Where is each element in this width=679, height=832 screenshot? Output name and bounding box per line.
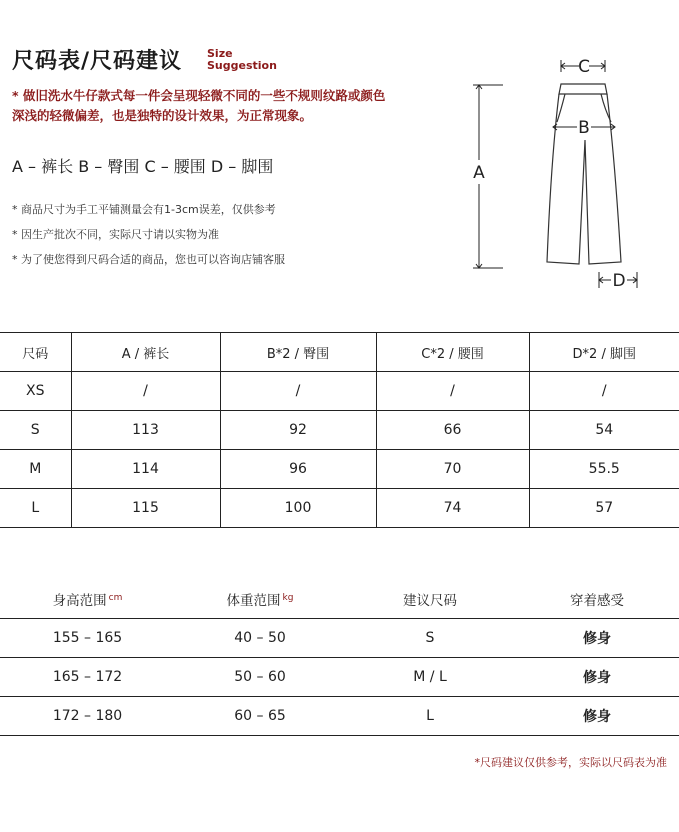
height-unit: cm: [108, 592, 123, 603]
note-2: * 因生产批次不同，实际尺寸请以实物为准: [12, 228, 219, 241]
cell: XS: [0, 372, 71, 411]
notice-line2: 深浅的轻微偏差，也是独特的设计效果，为正常现象。: [12, 108, 313, 123]
table-row: [0, 411, 679, 450]
measurement-legend: A – 裤长 B – 臀围 C – 腰围 D – 脚围: [12, 157, 274, 176]
cell: S: [0, 411, 71, 450]
cell: 60 – 65: [175, 697, 345, 736]
cell: 54: [529, 411, 679, 450]
header-cell: A / 裤长: [71, 333, 220, 372]
notice-line1: * 做旧洗水牛仔款式每一件会呈现轻微不同的一些不规则纹路或颜色: [12, 88, 386, 103]
label-d: D: [612, 271, 626, 291]
cell: /: [220, 372, 376, 411]
table-row: [0, 619, 679, 658]
table-row: [0, 372, 679, 411]
footer-note: *尺码建议仅供参考，实际以尺码表为准: [474, 756, 667, 769]
label-a: A: [473, 163, 485, 183]
pants-outline: [547, 84, 621, 264]
weight-unit: kg: [282, 592, 294, 603]
suggestion-header-row: [0, 580, 679, 619]
note-3: * 为了使您得到尺码合适的商品，您也可以咨询店铺客服: [12, 253, 285, 266]
header-height-label: 身高范围: [52, 593, 107, 609]
page-title: 尺码表/尺码建议: [12, 49, 183, 74]
table-row: [0, 697, 679, 736]
header-cell: C*2 / 腰围: [376, 333, 529, 372]
table-row: [0, 658, 679, 697]
cell: 114: [71, 450, 220, 489]
cell: 70: [376, 450, 529, 489]
cell: 40 – 50: [175, 619, 345, 658]
cell: /: [376, 372, 529, 411]
cell: 113: [71, 411, 220, 450]
subtitle-line1: Size: [207, 47, 233, 60]
size-table: [0, 332, 679, 528]
cell: 修身: [515, 658, 679, 697]
header-cell: B*2 / 臀围: [220, 333, 376, 372]
cell: 100: [220, 489, 376, 528]
suggestion-table: [0, 580, 679, 736]
header-cell: 尺码: [0, 333, 71, 372]
page-subtitle: [207, 48, 277, 72]
cell: L: [0, 489, 71, 528]
cell: M: [0, 450, 71, 489]
cell: S: [345, 619, 515, 658]
cell: 96: [220, 450, 376, 489]
header-cell-weight: [175, 580, 345, 619]
pants-diagram: [465, 50, 675, 295]
cell: 57: [529, 489, 679, 528]
header-cell: D*2 / 脚围: [529, 333, 679, 372]
cell: 66: [376, 411, 529, 450]
note-1: * 商品尺寸为手工平铺测量会有1-3cm误差，仅供参考: [12, 203, 276, 216]
cell: 74: [376, 489, 529, 528]
table-row: [0, 489, 679, 528]
cell: L: [345, 697, 515, 736]
cell: M / L: [345, 658, 515, 697]
header-cell-height: [0, 580, 175, 619]
cell: 55.5: [529, 450, 679, 489]
cell: 50 – 60: [175, 658, 345, 697]
cell: 115: [71, 489, 220, 528]
label-c: C: [578, 57, 590, 77]
cell: 172 – 180: [0, 697, 175, 736]
cell: 155 – 165: [0, 619, 175, 658]
cell: /: [71, 372, 220, 411]
cell: 165 – 172: [0, 658, 175, 697]
header-cell: 建议尺码: [345, 580, 515, 619]
header-weight-label: 体重范围: [226, 593, 281, 609]
cell: 92: [220, 411, 376, 450]
header-cell: 穿着感受: [515, 580, 679, 619]
table-row: [0, 450, 679, 489]
subtitle-line2: Suggestion: [207, 59, 277, 72]
cell: 修身: [515, 697, 679, 736]
table-header-row: [0, 333, 679, 372]
cell: 修身: [515, 619, 679, 658]
label-b: B: [578, 118, 590, 138]
cell: /: [529, 372, 679, 411]
